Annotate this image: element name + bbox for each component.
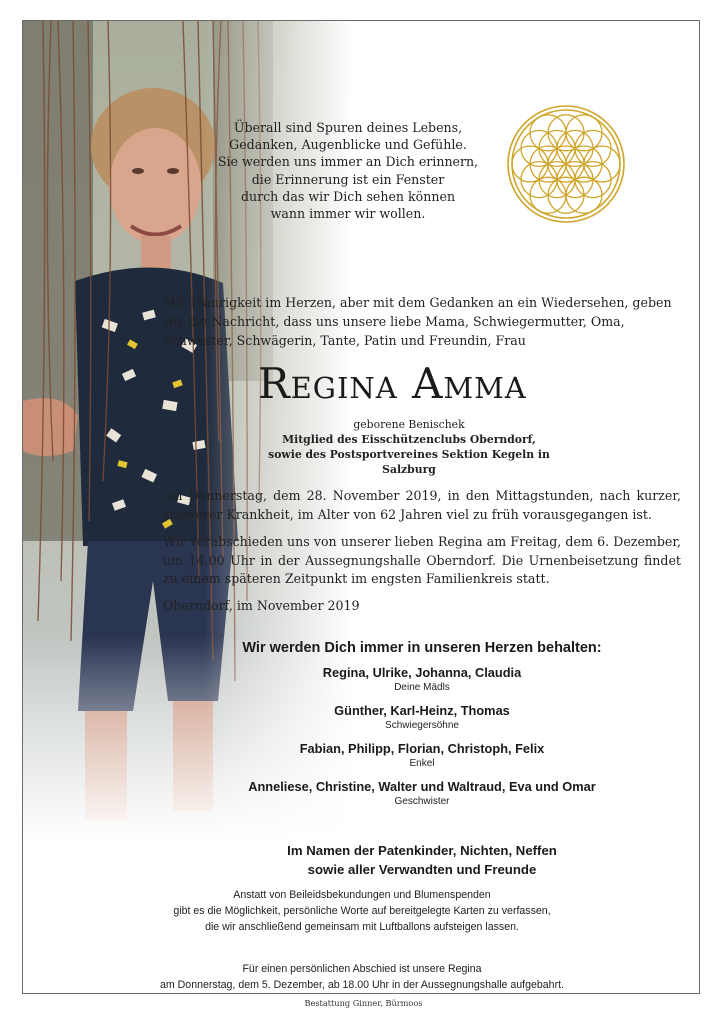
- mourner-names: Anneliese, Christine, Walter und Waltraud, Eva und Omar: [248, 779, 596, 794]
- final-line: sowie aller Verwandten und Freunde: [307, 862, 537, 877]
- maiden-name: geborene Benischek: [353, 418, 465, 431]
- farewell-note: [63, 961, 661, 993]
- poem-line: wann immer wir wollen.: [270, 206, 426, 222]
- note-line: die wir anschließend gemeinsam mit Luftballons aufsteigen lassen.: [205, 921, 519, 934]
- flower-of-life-icon: [498, 96, 634, 232]
- mourner-group: [163, 664, 681, 694]
- intro-text: Mit Traurigkeit im Herzen, aber mit dem Gedanken an ein Wiedersehen, geben wir die Nachricht, dass uns unsere liebe Mama, Schwiegermutter, Oma, Schwester, Schwägerin, Tante, Patin und Freundin, Frau: [163, 295, 672, 348]
- mourner-group: [163, 702, 681, 732]
- bio-block: [259, 417, 559, 477]
- poem: [193, 119, 503, 222]
- mourner-group: [163, 778, 681, 808]
- poem-line: Gedanken, Augenblicke und Gefühle.: [229, 137, 467, 153]
- condolence-note: [63, 887, 661, 936]
- obituary-card: [22, 20, 700, 994]
- deceased-name: Regina Amma: [258, 359, 527, 408]
- mourner-role: Deine Mädls: [394, 682, 450, 693]
- final-line: Im Namen der Patenkinder, Nichten, Neffen: [287, 843, 557, 858]
- mourner-names: Regina, Ulrike, Johanna, Claudia: [322, 665, 522, 680]
- mourner-group: [163, 740, 681, 770]
- death-paragraph: am Donnerstag, dem 28. November 2019, in den Mittagstunden, nach kurzer, schwerer Krankheit, im Alter von 62 Jahren viel zu früh vorausgegangen ist.: [163, 488, 681, 522]
- poem-line: Sie werden uns immer an Dich erinnern,: [217, 154, 479, 170]
- funeral-paragraph: Wir verabschieden uns von unserer lieben Regina am Freitag, dem 6. Dezember, um 14.00 Uhr in der Aussegnungshalle Oberndorf. Die Urnenbeisetzung findet zu einem späteren Zeitpunkt im engsten Familienkreis statt.: [163, 534, 681, 587]
- mourner-names: Fabian, Philipp, Florian, Christoph, Felix: [299, 741, 545, 756]
- poem-line: die Erinnerung ist ein Fenster: [251, 171, 445, 187]
- poem-line: durch das wir Dich sehen können: [240, 188, 456, 204]
- mourner-names: Günther, Karl-Heinz, Thomas: [334, 703, 510, 718]
- mourner-role: Geschwister: [394, 796, 450, 807]
- note-line: Anstatt von Beileidsbekundungen und Blumenspenden: [233, 889, 491, 901]
- membership-line: Mitglied des Eisschützenclubs Oberndorf,: [282, 433, 536, 446]
- place-date: Oberndorf, im November 2019: [163, 598, 360, 613]
- mourners-list: [163, 664, 681, 816]
- poem-line: Überall sind Spuren deines Lebens,: [233, 120, 463, 135]
- funeral-home-credit: Bestattung Ginner, Bürmoos: [304, 998, 423, 1008]
- mourner-role: Schwiegersöhne: [385, 720, 459, 731]
- note-line: gibt es die Möglichkeit, persönliche Worte auf bereitgelegte Karten zu verfassen,: [173, 905, 551, 918]
- membership-line: sowie des Postsportvereines Sektion Kegeln in Salzburg: [268, 448, 550, 476]
- motto-heading: Wir werden Dich immer in unseren Herzen behalten:: [242, 640, 602, 656]
- note-line: am Donnerstag, dem 5. Dezember, ab 18.00 Uhr in der Aussegnungshalle aufgebahrt.: [160, 979, 564, 992]
- final-mourners: [163, 841, 681, 879]
- note-line: Für einen persönlichen Abschied ist unsere Regina: [242, 963, 482, 975]
- mourner-role: Enkel: [409, 758, 435, 769]
